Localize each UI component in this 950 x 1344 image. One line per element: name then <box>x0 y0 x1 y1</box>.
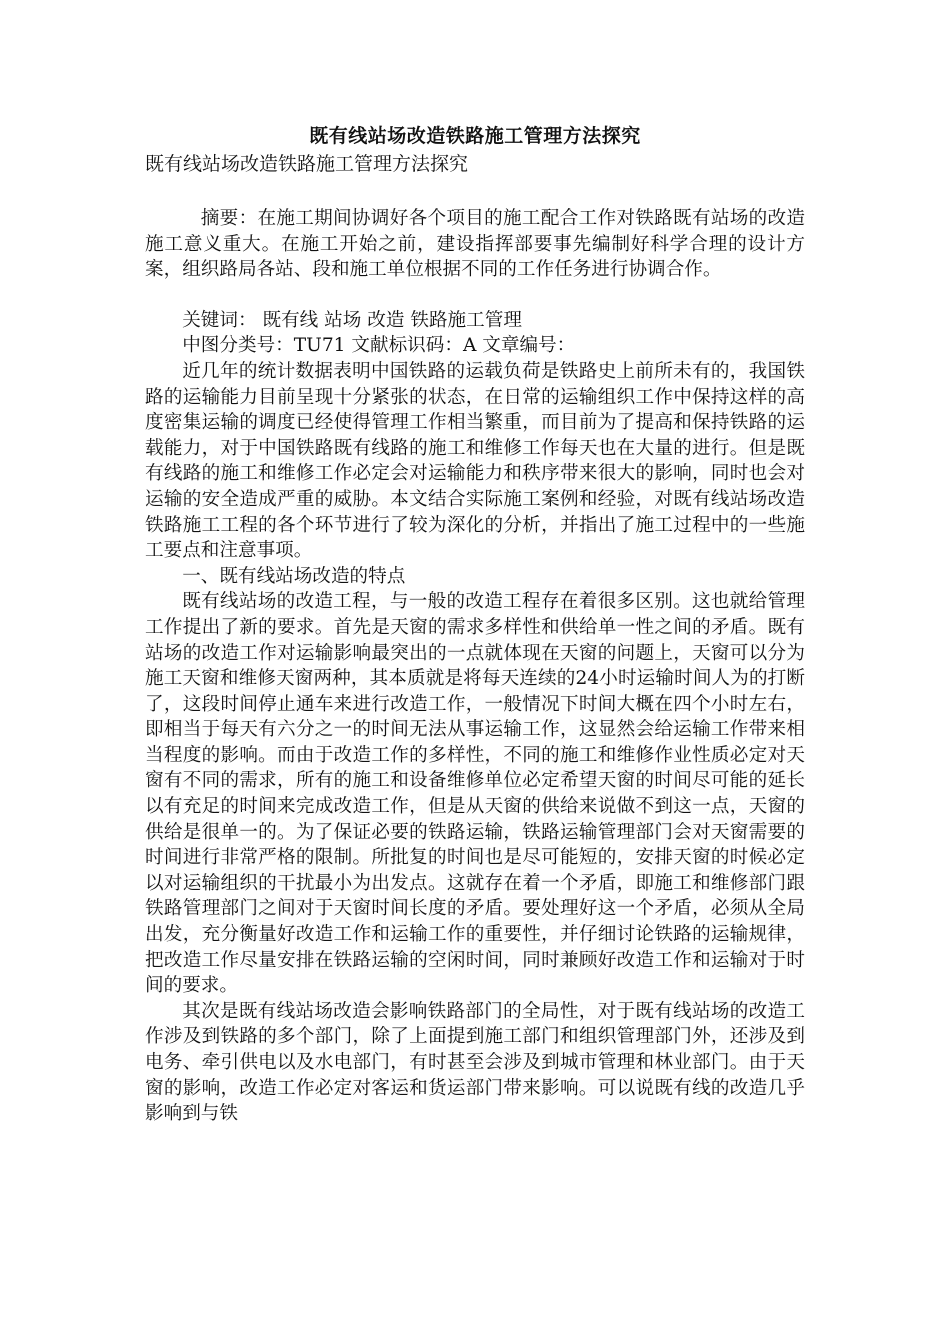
body-paragraph: 既有线站场的改造工程，与一般的改造工程存在着很多区别。这也就给管理工作提出了新的要求。首先是天窗的需求多样性和供给单一性之间的矛盾。既有站场的改造工作对运输影响最突出的一点就体现在天窗的问题上，天窗可以分为施工天窗和维修天窗两种，其本质就是将每天连续的24小时运输时间人为的打断了，这段时间停止通车来进行改造工作，一般情况下时间大概在四个小时左右，即相当于每天有六分之一的时间无法从事运输工作，这显然会给运输工作带来相当程度的影响。而由于改造工作的多样性，不同的施工和维修作业性质必定对天窗有不同的需求，所有的施工和设备维修单位必定希望天窗的时间尽可能的延长以有充足的时间来完成改造工作，但是从天窗的供给来说做不到这一点，天窗的供给是很单一的。为了保证必要的铁路运输，铁路运输管理部门会对天窗需要的时间进行非常严格的限制。所批复的时间也是尽可能短的，安排天窗的时候必定以对运输组织的干扰最小为出发点。这就存在着一个矛盾，即施工和维修部门跟铁路管理部门之间对于天窗时间长度的矛盾。要处理好这一个矛盾，必须从全局出发，充分衡量好改造工作和运输工作的重要性，并仔细讨论铁路的运输规律，把改造工作尽量安排在铁路运输的空闲时间，同时兼顾好改造工作和运输对于时间的要求。 <box>145 591 805 997</box>
section-heading: 一、既有线站场改造的特点 <box>182 565 406 587</box>
keywords-line: 关键词： 既有线 站场 改造 铁路施工管理 <box>182 309 522 331</box>
abstract-paragraph: 摘要：在施工期间协调好各个项目的施工配合工作对铁路既有站场的改造施工意义重大。在施工开始之前，建设指挥部要事先编制好科学合理的设计方案，组织路局各站、段和施工单位根据不同的工作任务进行协调合作。 <box>145 208 805 281</box>
document-page <box>145 122 805 1127</box>
document-subtitle: 既有线站场改造铁路施工管理方法探究 <box>145 153 469 175</box>
body-paragraph: 其次是既有线站场改造会影响铁路部门的全局性，对于既有线站场的改造工作涉及到铁路的多个部门，除了上面提到施工部门和组织管理部门外，还涉及到电务、牵引供电以及水电部门，有时甚至会涉及到城市管理和林业部门。由于天窗的影响，改造工作必定对客运和货运部门带来影响。可以说既有线的改造几乎影响到与铁 <box>145 1000 805 1125</box>
intro-paragraph: 近几年的统计数据表明中国铁路的运载负荷是铁路史上前所未有的，我国铁路的运输能力目前呈现十分紧张的状态，在日常的运输组织工作中保持这样的高度密集运输的调度已经使得管理工作相当繁重，而目前为了提高和保持铁路的运载能力，对于中国铁路既有线路的施工和维修工作每天也在大量的进行。但是既有线路的施工和维修工作必定会对运输能力和秩序带来很大的影响，同时也会对运输的安全造成严重的威胁。本文结合实际施工案例和经验，对既有线站场改造铁路施工工程的各个环节进行了较为深化的分析，并指出了施工过程中的一些施工要点和注意事项。 <box>145 360 805 562</box>
classification-line: 中图分类号：TU71 文献标识码：A 文章编号： <box>182 335 576 357</box>
document-title: 既有线站场改造铁路施工管理方法探究 <box>309 125 641 147</box>
